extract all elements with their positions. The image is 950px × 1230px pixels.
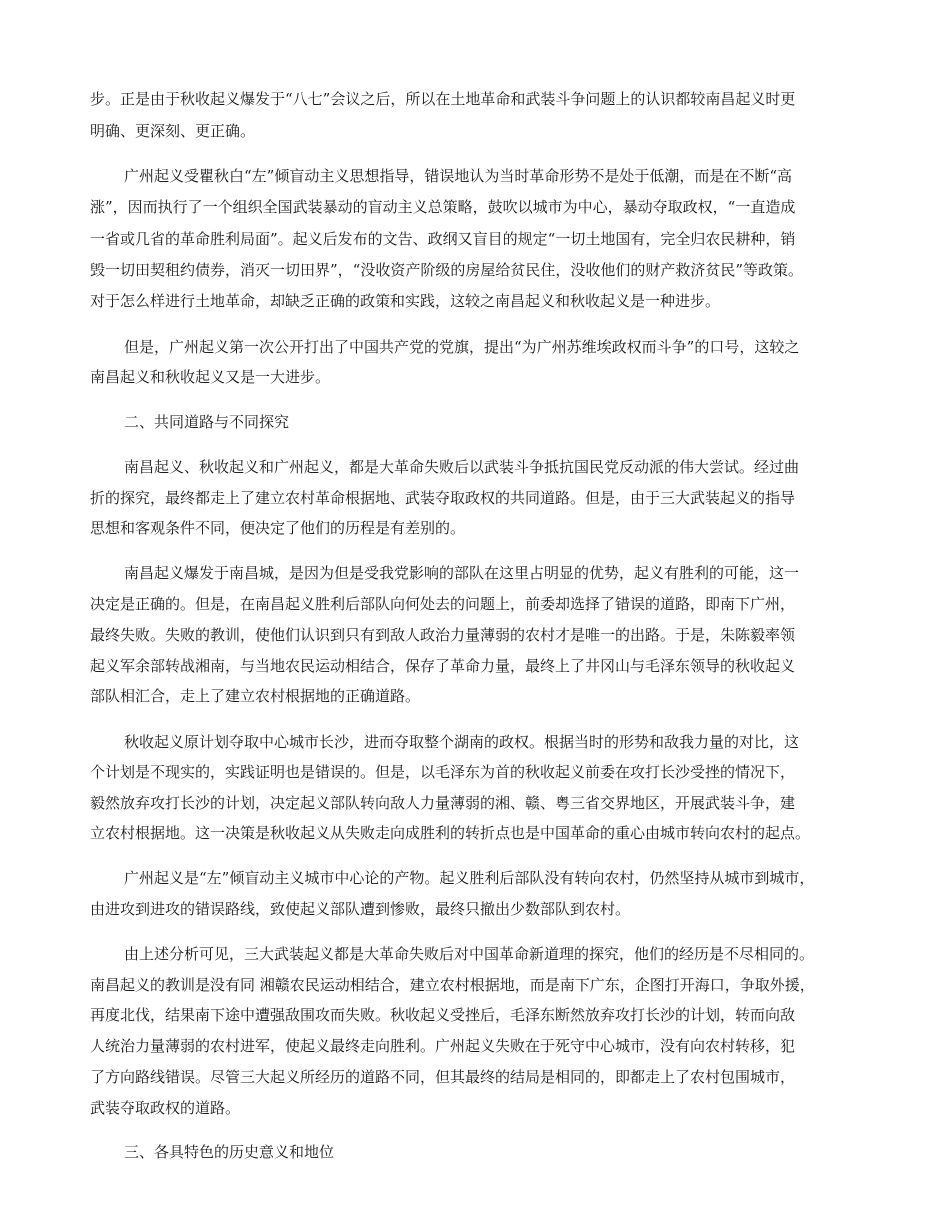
paragraph-line: 毅然放弃攻打长沙的计划，决定起义部队转向敌人力量薄弱的湘、赣、粤三省交界地区，开展武装斗争，建 [90,794,796,812]
paragraph-line: 广州起义是“左”倾盲动主义城市中心论的产物。起义胜利后部队没有转向农村，仍然坚持从城市到城市， [124,869,815,887]
paragraph-line: 人统治力量薄弱的农村进军，使起义最终走向胜利。广州起义失败在于死守中心城市，没有向农村转移，犯 [90,1037,796,1055]
paragraph-line: 一省或几省的革命胜利局面”。起义后发布的文告、政纲又盲目的规定“一切土地国有，完全归农民耕种，销 [90,230,796,248]
paragraph-line: 步。正是由于秋收起义爆发于“八七”会议之后，所以在土地革命和武装斗争问题上的认识都较南昌起义时更 [90,90,796,108]
section-heading: 二、共同道路与不同探究 [124,413,290,431]
paragraph-line: 立农村根据地。这一决策是秋收起义从失败走向成胜利的转折点也是中国革命的重心由城市转向农村的起点。 [90,824,811,842]
paragraph-line: 南昌起义和秋收起义又是一大进步。 [90,368,331,386]
paragraph-line: 对于怎么样进行土地革命，却缺乏正确的政策和实践，这较之南昌起义和秋收起义是一种进步。 [90,292,721,310]
paragraph-line: 明确、更深刻、更正确。 [90,122,256,140]
paragraph-line: 南昌起义爆发于南昌城，是因为但是受我党影响的部队在这里占明显的优势，起义有胜利的可能，这一 [124,564,800,582]
paragraph-line: 再度北伐，结果南下途中遭强敌围攻而失败。秋收起义受挫后，毛泽东断然放弃攻打长沙的计划，转而向敌 [90,1006,796,1024]
paragraph-line: 由进攻到进攻的错误路线，致使起义部队遭到惨败，最终只撤出少数部队到农村。 [90,900,631,918]
paragraph-line: 折的探究，最终都走上了建立农村革命根据地、武装夺取政权的共同道路。但是，由于三大武装起义的指导 [90,489,796,507]
paragraph-line: 部队相汇合，走上了建立农村根据地的正确道路。 [90,687,421,705]
paragraph-line: 决定是正确的。但是，在南昌起义胜利后部队向何处去的问题上，前委却选择了错误的道路，即南下广州， [90,595,796,613]
paragraph-line: 秋收起义原计划夺取中心城市长沙，进而夺取整个湖南的政权。根据当时的形势和敌我力量的对比，这 [124,733,800,751]
paragraph-line: 南昌起义的教训是没有同 湘赣农民运动相结合，建立农村根据地，而是南下广东，企图打开海口，争取外援， [90,976,815,994]
section-heading: 三、各具特色的历史意义和地位 [124,1143,335,1161]
paragraph-line: 涨”，因而执行了一个组织全国武装暴动的盲动主义总策略，鼓吹以城市为中心，暴动夺取政权，“一直造成 [90,198,796,216]
paragraph-line: 起义军余部转战湘南，与当地农民运动相结合，保存了革命力量，最终上了井冈山与毛泽东领导的秋收起义 [90,657,796,675]
paragraph-line: 但是，广州起义第一次公开打出了中国共产党的党旗，提出“为广州苏维埃政权而斗争”的口号，这较之 [124,338,800,356]
paragraph-line: 武装夺取政权的道路。 [90,1099,241,1117]
paragraph-line: 最终失败。失败的教训，使他们认识到只有到敌人政治力量薄弱的农村才是唯一的出路。于是，朱陈毅率领 [90,626,796,644]
paragraph-line: 了方向路线错误。尽管三大起义所经历的道路不同，但其最终的结局是相同的，即都走上了农村包围城市， [90,1068,796,1086]
paragraph-line: 由上述分析可见，三大武装起义都是大革命失败后对中国革命新道理的探究，他们的经历是不尽相同的。 [124,945,815,963]
paragraph-line: 思想和客观条件不同，便决定了他们的历程是有差别的。 [90,519,466,537]
paragraph-line: 广州起义受瞿秋白“左”倾盲动主义思想指导，错误地认为当时革命形势不是处于低潮，而是在不断“高 [124,167,793,185]
paragraph-line: 个计划是不现实的，实践证明也是错误的。但是，以毛泽东为首的秋收起义前委在攻打长沙受挫的情况下， [90,763,796,781]
paragraph-line: 南昌起义、秋收起义和广州起义，都是大革命失败后以武装斗争抵抗国民党反动派的伟大尝试。经过曲 [124,458,800,476]
paragraph-line: 毁一切田契租约债券，消灭一切田界”，“没收资产阶级的房屋给贫民住，没收他们的财产救济贫民”等政策。 [90,261,804,279]
